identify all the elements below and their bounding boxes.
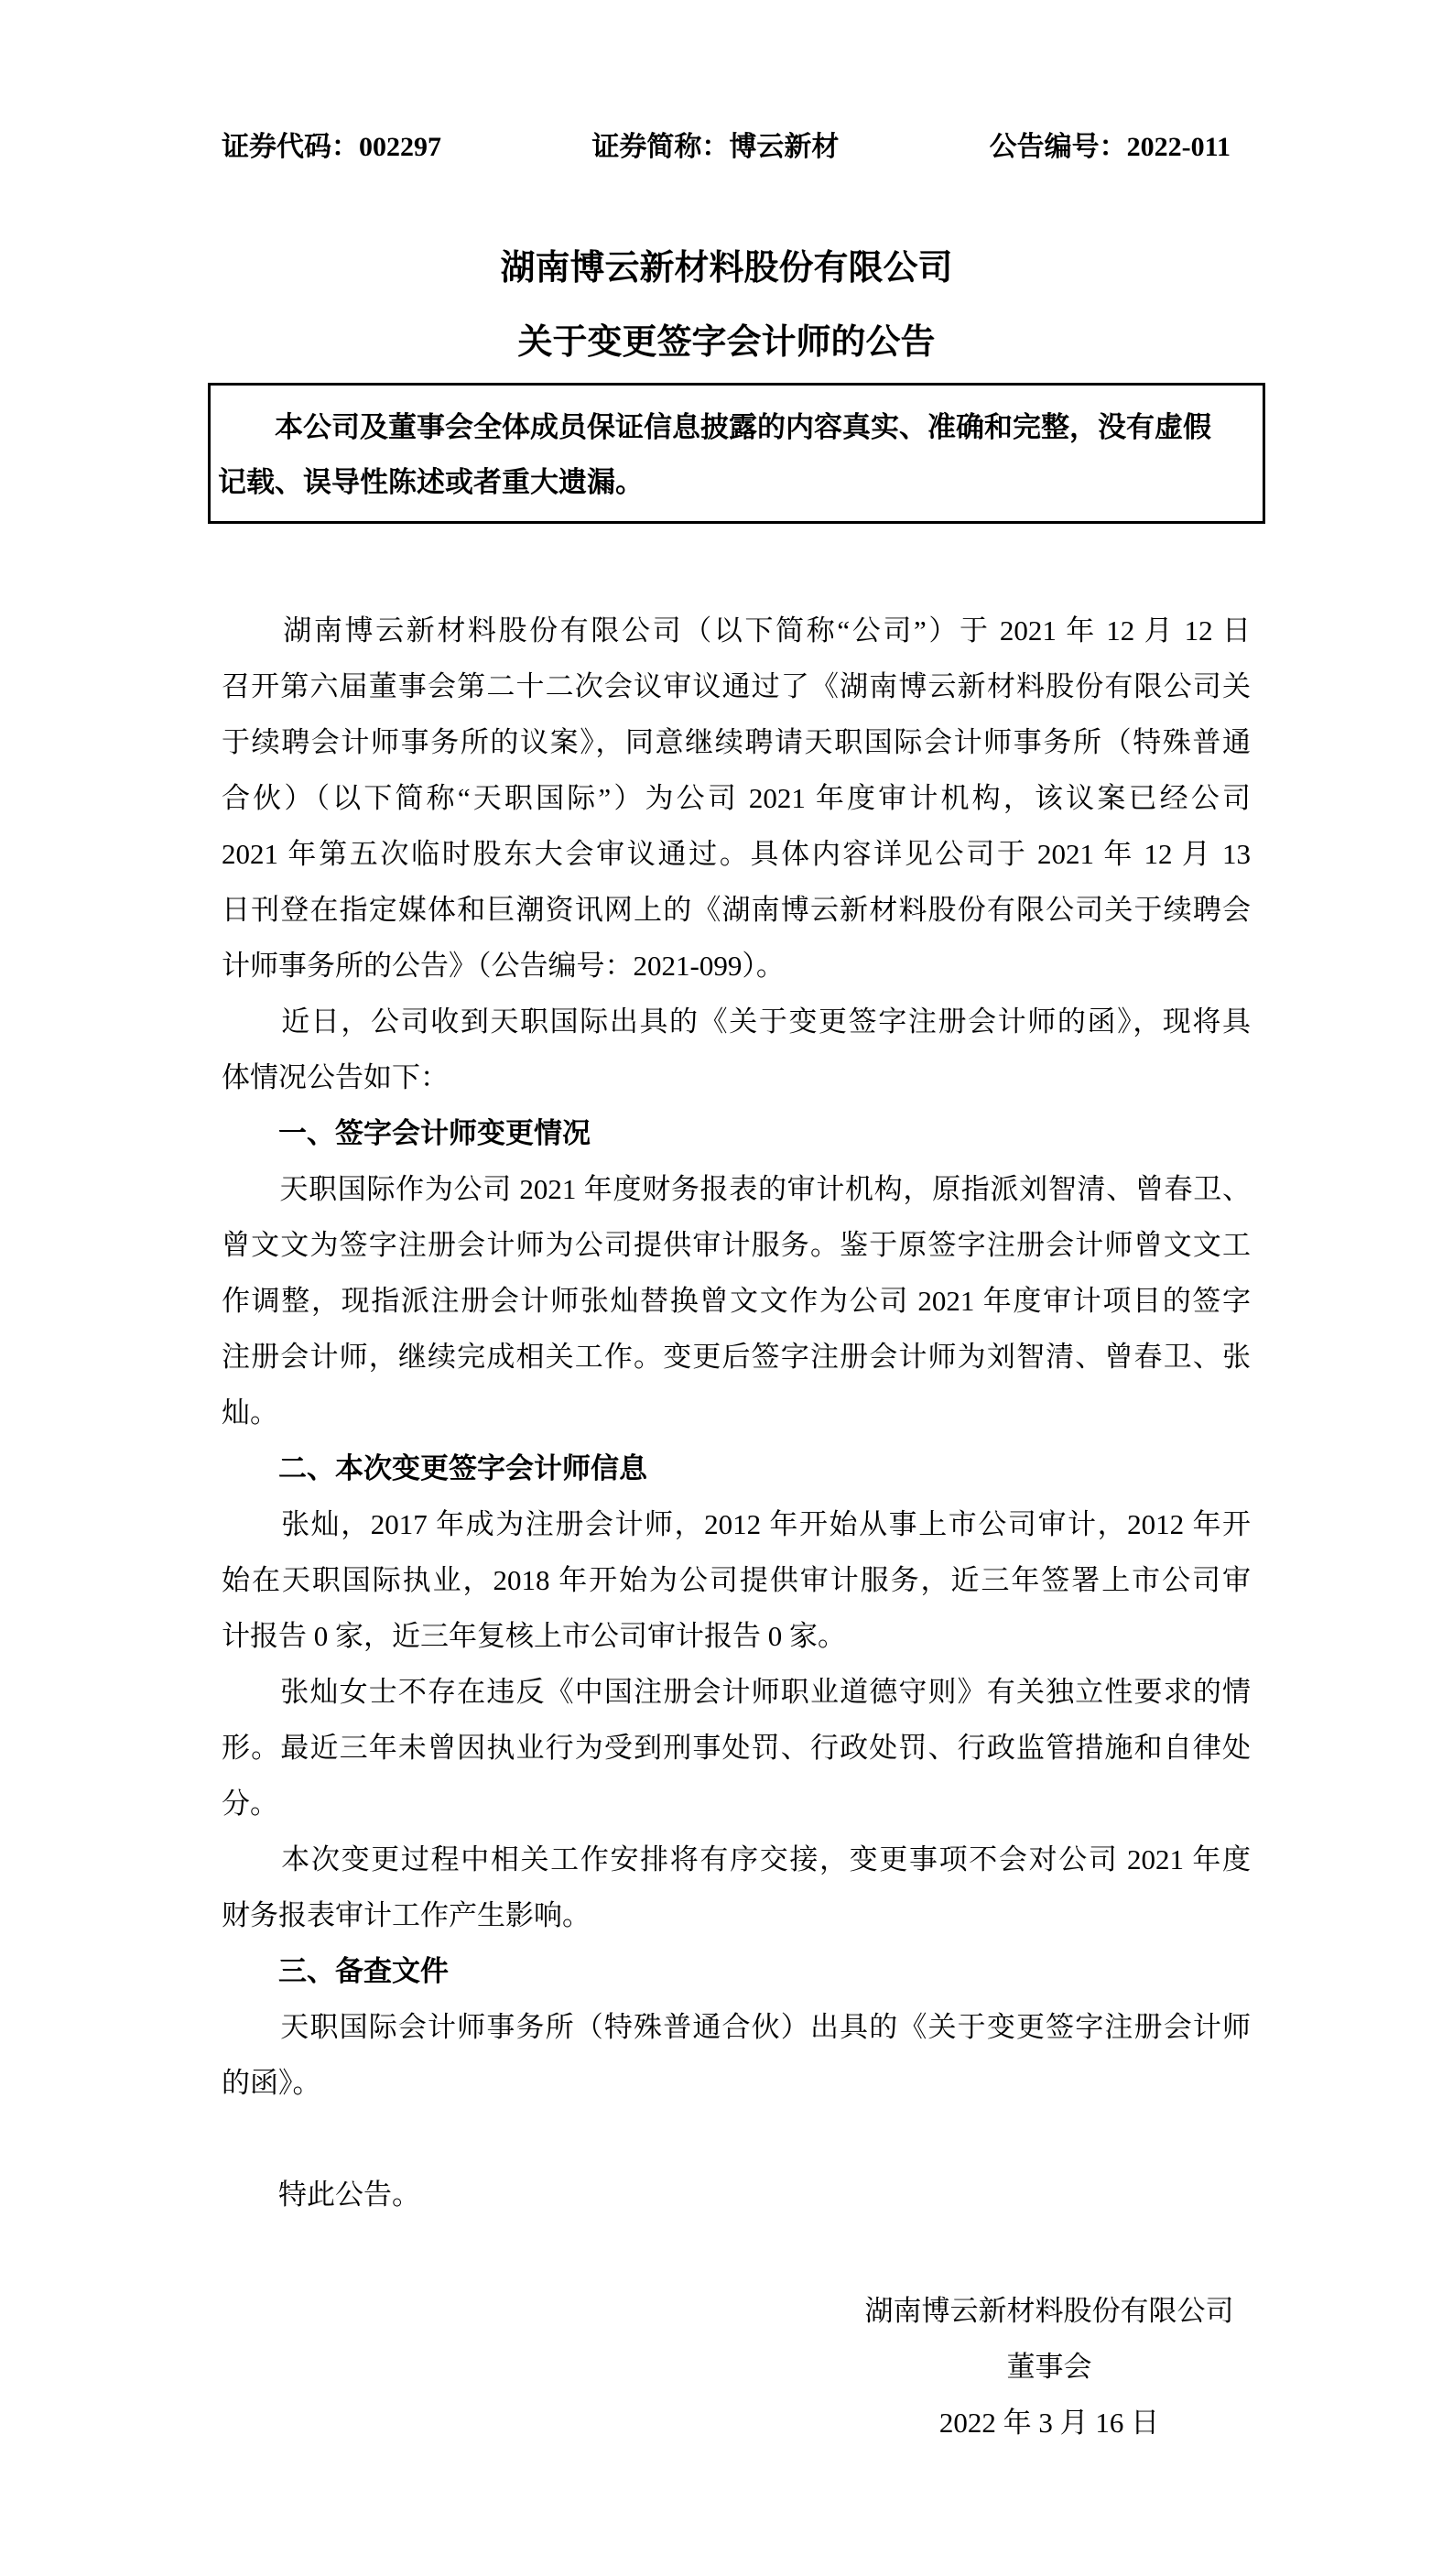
body-line: 近日，公司收到天职国际出具的《关于变更签字注册会计师的函》，现将具 <box>222 1005 1251 1038</box>
body-line: 日刊登在指定媒体和巨潮资讯网上的《湖南博云新材料股份有限公司关于续聘会 <box>222 894 1251 926</box>
body-line: 灿。 <box>222 1397 278 1429</box>
signature-company: 湖南博云新材料股份有限公司 <box>864 2295 1234 2327</box>
body-line: 财务报表审计工作产生影响。 <box>222 1899 591 1931</box>
body-line: 湖南博云新材料股份有限公司（以下简称“公司”）于 2021 年 12 月 12 日 <box>222 614 1251 647</box>
body-line: 分。 <box>222 1788 278 1820</box>
section-heading: 二、本次变更签字会计师信息 <box>222 1452 647 1484</box>
document-body <box>222 603 1251 2223</box>
body-line: 张灿女士不存在违反《中国注册会计师职业道德守则》有关独立性要求的情 <box>222 1676 1251 1708</box>
body-line: 曾文文为签字注册会计师为公司提供审计服务。鉴于原签字注册会计师曾文文工 <box>222 1229 1251 1261</box>
section-heading: 一、签字会计师变更情况 <box>222 1117 591 1149</box>
body-line: 体情况公告如下： <box>222 1061 449 1093</box>
body-line: 形。最近三年未曾因执业行为受到刑事处罚、行政处罚、行政监管措施和自律处 <box>222 1732 1251 1764</box>
body-line: 计师事务所的公告》（公告编号：2021-099）。 <box>222 950 785 982</box>
body-line: 合伙）（以下简称“天职国际”）为公司 2021 年度审计机构，该议案已经公司 <box>222 782 1251 814</box>
body-line: 始在天职国际执业，2018 年开始为公司提供审计服务，近三年签署上市公司审 <box>222 1564 1251 1596</box>
signature-date: 2022 年 3 月 16 日 <box>938 2407 1160 2439</box>
body-line: 的函》。 <box>222 2067 321 2099</box>
section-heading: 三、备查文件 <box>222 1955 449 1987</box>
body-line: 本次变更过程中相关工作安排将有序交接，变更事项不会对公司 2021 年度 <box>222 1843 1251 1875</box>
stock-short-name: 证券简称：博云新材 <box>591 132 840 162</box>
announcement-title: 关于变更签字会计师的公告 <box>517 323 936 362</box>
body-line: 计报告 0 家，近三年复核上市公司审计报告 0 家。 <box>222 1620 846 1652</box>
disclaimer-line: 本公司及董事会全体成员保证信息披露的内容真实、准确和完整，没有虚假 <box>218 411 1211 443</box>
company-title: 湖南博云新材料股份有限公司 <box>500 249 953 288</box>
stock-code: 证券代码：002297 <box>222 132 441 162</box>
body-line: 天职国际作为公司 2021 年度财务报表的审计机构，原指派刘智清、曾春卫、 <box>222 1173 1251 1205</box>
body-line: 于续聘会计师事务所的议案》，同意继续聘请天职国际会计师事务所（特殊普通 <box>222 726 1251 758</box>
body-line: 2021 年第五次临时股东大会审议通过。具体内容详见公司于 2021 年 12 月 13 <box>222 838 1251 870</box>
body-line: 天职国际会计师事务所（特殊普通合伙）出具的《关于变更签字注册会计师 <box>222 2011 1251 2043</box>
disclaimer-line: 记载、误导性陈述或者重大遗漏。 <box>218 466 644 498</box>
signature-board: 董事会 <box>1006 2351 1092 2383</box>
body-line: 注册会计师，继续完成相关工作。变更后签字注册会计师为刘智清、曾春卫、张 <box>222 1341 1251 1373</box>
body-line: 特此公告。 <box>222 2179 420 2211</box>
blank-line <box>222 2111 1251 2167</box>
signature-block <box>848 2283 1251 2451</box>
body-line: 张灿，2017 年成为注册会计师，2012 年开始从事上市公司审计，2012 年开 <box>222 1508 1251 1540</box>
disclaimer-box <box>208 383 1265 524</box>
body-line: 作调整，现指派注册会计师张灿替换曾文文作为公司 2021 年度审计项目的签字 <box>222 1285 1251 1317</box>
body-line: 召开第六届董事会第二十二次会议审议通过了《湖南博云新材料股份有限公司关 <box>222 670 1251 702</box>
announcement-number: 公告编号：2022-011 <box>989 132 1231 162</box>
document-header <box>222 131 1251 164</box>
